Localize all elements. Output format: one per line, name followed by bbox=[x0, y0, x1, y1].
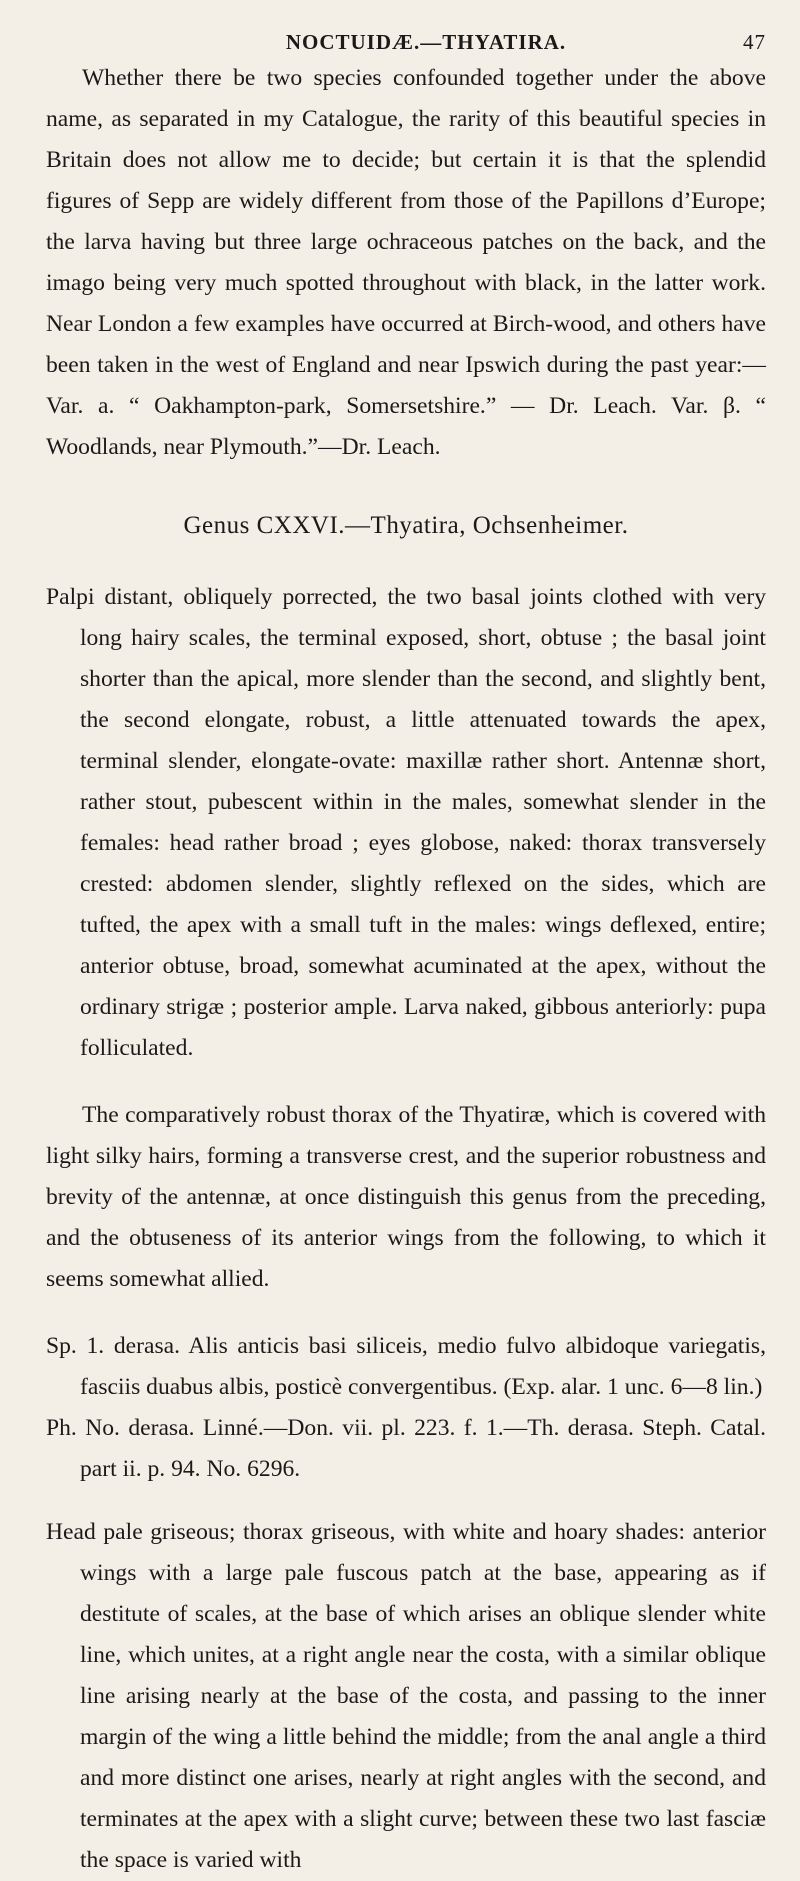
section-gap bbox=[46, 1490, 766, 1512]
running-head bbox=[46, 0, 766, 58]
page-number: 47 bbox=[743, 30, 766, 54]
genus-remarks: The comparatively robust thorax of the Thyatiræ, which is covered with light silky hairs, forming a transverse crest, and the superior robustness and brevity of the antennæ, at once distinguish this genus from the preceding, and the obtuseness of its anterior wings from the following, to which it seems somewhat allied. bbox=[46, 1102, 766, 1292]
genus-heading: Genus CXXVI.—Thyatira, Ochsenheimer. bbox=[183, 512, 629, 539]
species-description: Head pale griseous; thorax griseous, with white and hoary shades: anterior wings with a large pale fuscous patch at the base, appearing as if destitute of scales, at the base of which arises an oblique slender white line, which unites, at a right angle near the costa, with a similar oblique line arising nearly at the base of the costa, and passing to the inner margin of the wing a little behind the middle; from the anal angle a third and more distinct one arises, nearly at right angles with the second, and terminates at the apex with a slight curve; between these two last fasciæ the space is varied with bbox=[46, 1519, 766, 1873]
species-diagnosis: Sp. 1. derasa. Alis anticis basi siliceis, medio fulvo albidoque variegatis, fasciis duabus albis, posticè convergentibus. (Exp. alar. 1 unc. 6—8 lin.) bbox=[46, 1333, 766, 1400]
running-title: NOCTUIDÆ.—THYATIRA. bbox=[285, 30, 567, 54]
section-gap bbox=[46, 1069, 766, 1095]
genus-description: Palpi distant, obliquely porrected, the two basal joints clothed with very long hairy scales, the terminal exposed, short, obtuse ; the basal joint shorter than the apical, more slender than the second, and slightly bent, the second elongate, robust, a little attenuated towards the apex, terminal slender, elongate-ovate: maxillæ rather short. Antennæ short, rather stout, pubescent within in the males, somewhat slender in the females: head rather broad ; eyes globose, naked: thorax transversely crested: abdomen slender, slightly reflexed on the sides, which are tufted, the apex with a small tuft in the males: wings deflexed, entire; anterior obtuse, broad, somewhat acuminated at the apex, without the ordinary strigæ ; posterior ample. Larva naked, gibbous anteriorly: pupa folliculated. bbox=[46, 584, 766, 1061]
intro-paragraph: Whether there be two species confounded together under the above name, as separated in my Catalogue, the rarity of this beautiful species in Britain does not allow me to decide; but certain it is that the splendid figures of Sepp are widely different from those of the Papillons d’Europe; the larva having but three large ochraceous patches on the back, and the imago being very much spotted throughout with black, in the latter work. Near London a few examples have occurred at Birch-wood, and others have been taken in the west of England and near Ipswich during the past year:—Var. a. “ Oakhampton-park, Somersetshire.” — Dr. Leach. Var. β. “ Woodlands, near Plymouth.”—Dr. Leach. bbox=[46, 65, 766, 460]
species-synonymy: Ph. No. derasa. Linné.—Don. vii. pl. 223. f. 1.—Th. derasa. Steph. Catal. part ii. p. 94. No. 6296. bbox=[46, 1415, 766, 1482]
section-gap bbox=[46, 1300, 766, 1326]
